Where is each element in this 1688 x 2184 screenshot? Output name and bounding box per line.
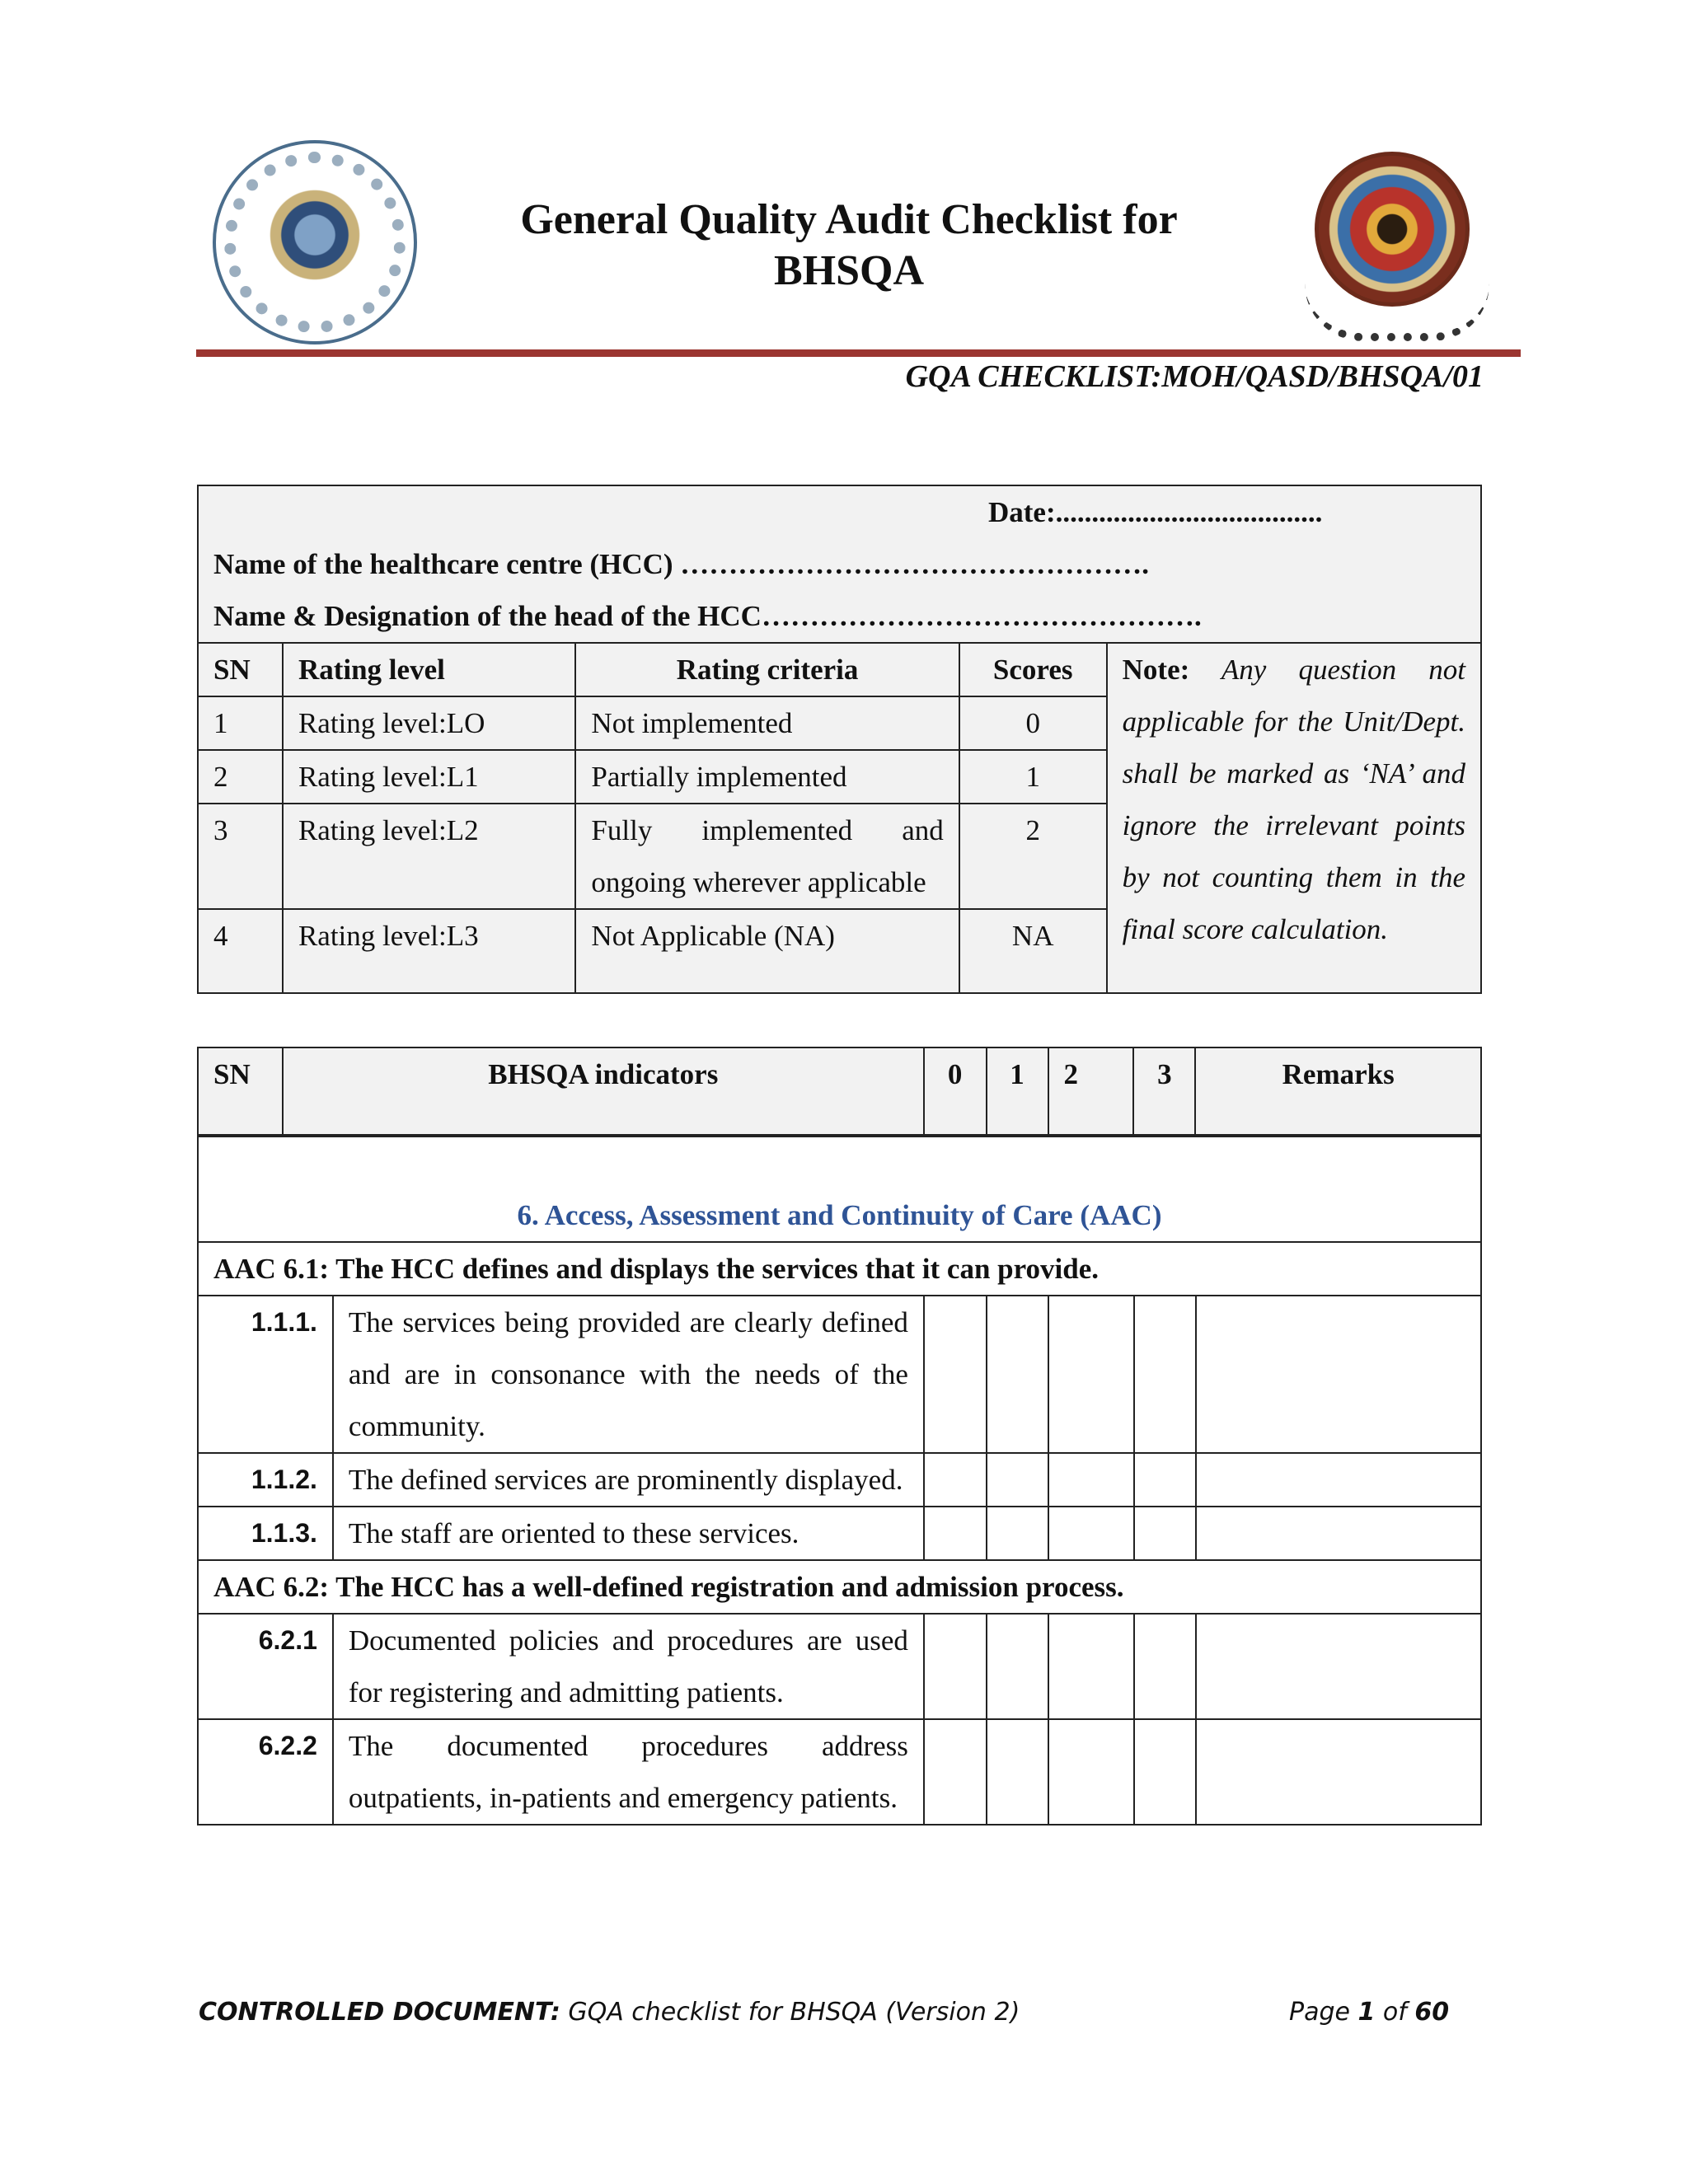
- remarks-cell[interactable]: [1196, 1507, 1481, 1560]
- remarks-cell[interactable]: [1196, 1296, 1481, 1453]
- remarks-header: Remarks: [1195, 1047, 1481, 1135]
- indicator-header-row: [198, 1047, 1481, 1135]
- score-cell-3[interactable]: [1134, 1614, 1196, 1719]
- rating-level: Rating level:L1: [283, 750, 575, 804]
- score-cell-3[interactable]: [1134, 1507, 1196, 1560]
- score-cell-0[interactable]: [924, 1719, 987, 1825]
- indicator-number: 1.1.2.: [198, 1453, 333, 1507]
- score-cell-0[interactable]: [924, 1453, 987, 1507]
- title-line-1: General Quality Audit Checklist for: [520, 196, 1178, 243]
- note-cell: [1107, 643, 1481, 993]
- head-name-field[interactable]: Name & Designation of the head of the HCC……………………………………….: [213, 600, 1202, 632]
- info-row: [198, 485, 1481, 643]
- document-reference: GQA CHECKLIST:MOH/QASD/BHSQA/01: [905, 359, 1484, 394]
- score-cell-2[interactable]: [1048, 1507, 1134, 1560]
- note-label: Note:: [1122, 654, 1190, 686]
- footer-controlled-label: CONTROLLED DOCUMENT:: [199, 1998, 560, 2027]
- score-header-2: 2: [1048, 1047, 1134, 1135]
- standard-row: [198, 1242, 1481, 1296]
- indicator-row: [198, 1719, 1481, 1825]
- indicator-text: The documented procedures address outpatients, in-patients and emergency patients.: [333, 1719, 924, 1825]
- emblem-center: [241, 168, 389, 316]
- rating-score: 1: [959, 750, 1107, 804]
- footer-page-number: [1289, 1998, 1449, 2027]
- score-cell-1[interactable]: [987, 1296, 1048, 1453]
- score-cell-2[interactable]: [1048, 1719, 1134, 1825]
- indicator-number: 1.1.3.: [198, 1507, 333, 1560]
- score-cell-1[interactable]: [987, 1507, 1048, 1560]
- standard-title: AAC 6.2: The HCC has a well-defined registration and admission process.: [198, 1560, 1481, 1614]
- score-cell-0[interactable]: [924, 1296, 987, 1453]
- footer-page-current: 1: [1357, 1998, 1376, 2027]
- footer-document-name: GQA checklist for BHSQA (Version 2): [560, 1998, 1020, 2027]
- rating-table: [197, 485, 1482, 994]
- score-header-0: 0: [924, 1047, 987, 1135]
- rating-criteria: Not implemented: [575, 696, 959, 750]
- rating-sn: 2: [198, 750, 283, 804]
- section-title: 6. Access, Assessment and Continuity of Care (AAC): [198, 1137, 1481, 1242]
- score-cell-3[interactable]: [1134, 1719, 1196, 1825]
- indicator-header-sn: SN: [198, 1047, 283, 1135]
- right-national-emblem-logo: [1305, 147, 1489, 336]
- rating-score: 2: [959, 804, 1107, 909]
- rating-sn: 4: [198, 909, 283, 993]
- header-rating-criteria: Rating criteria: [575, 643, 959, 696]
- remarks-cell[interactable]: [1196, 1453, 1481, 1507]
- score-cell-3[interactable]: [1134, 1296, 1196, 1453]
- indicator-number: 1.1.1.: [198, 1296, 333, 1453]
- note-text: Any question not applicable for the Unit/Dept. shall be marked as ‘NA’ and ignore the irrelevant points by not counting them in the final score calculation.: [1122, 654, 1465, 945]
- rating-level: Rating level:L3: [283, 909, 575, 993]
- standard-title: AAC 6.1: The HCC defines and displays the services that it can provide.: [198, 1242, 1481, 1296]
- remarks-cell[interactable]: [1196, 1614, 1481, 1719]
- indicator-header-table: [197, 1047, 1482, 1136]
- score-cell-2[interactable]: [1048, 1453, 1134, 1507]
- indicator-row: [198, 1453, 1481, 1507]
- date-field[interactable]: Date:.....................................: [988, 496, 1323, 528]
- score-cell-2[interactable]: [1048, 1614, 1134, 1719]
- indicator-number: 6.2.1: [198, 1614, 333, 1719]
- rating-sn: 1: [198, 696, 283, 750]
- rating-level: Rating level:LO: [283, 696, 575, 750]
- score-cell-1[interactable]: [987, 1719, 1048, 1825]
- indicator-text: The services being provided are clearly defined and are in consonance with the needs of the community.: [333, 1296, 924, 1453]
- footer-page-word: Page: [1289, 1998, 1358, 2027]
- rating-sn: 3: [198, 804, 283, 909]
- indicator-header-title: BHSQA indicators: [283, 1047, 924, 1135]
- score-cell-1[interactable]: [987, 1453, 1048, 1507]
- rating-criteria: Not Applicable (NA): [575, 909, 959, 993]
- indicator-text: Documented policies and procedures are used for registering and admitting patients.: [333, 1614, 924, 1719]
- footer-of-word: of: [1375, 1998, 1415, 2027]
- score-header-1: 1: [987, 1047, 1048, 1135]
- emblem-script-arc: [1305, 284, 1489, 341]
- indicators-table: [197, 1136, 1482, 1825]
- score-cell-2[interactable]: [1048, 1296, 1134, 1453]
- header-scores: Scores: [959, 643, 1107, 696]
- standard-row: [198, 1560, 1481, 1614]
- indicator-text: The staff are oriented to these services.: [333, 1507, 924, 1560]
- footer-page-total: 60: [1414, 1998, 1450, 2027]
- indicator-text: The defined services are prominently displayed.: [333, 1453, 924, 1507]
- rating-header-row: [198, 643, 1481, 696]
- rating-score: 0: [959, 696, 1107, 750]
- remarks-cell[interactable]: [1196, 1719, 1481, 1825]
- header-rating-level: Rating level: [283, 643, 575, 696]
- info-cell: [198, 485, 1481, 643]
- score-cell-0[interactable]: [924, 1507, 987, 1560]
- rating-level: Rating level:L2: [283, 804, 575, 909]
- header-sn: SN: [198, 643, 283, 696]
- hcc-name-field[interactable]: Name of the healthcare centre (HCC) ………………………………………….: [213, 548, 1150, 580]
- score-cell-1[interactable]: [987, 1614, 1048, 1719]
- page-title: [462, 194, 1236, 297]
- indicator-number: 6.2.2: [198, 1719, 333, 1825]
- rating-score: NA: [959, 909, 1107, 993]
- score-cell-3[interactable]: [1134, 1453, 1196, 1507]
- indicator-row: [198, 1614, 1481, 1719]
- score-header-3: 3: [1133, 1047, 1195, 1135]
- rating-criteria: Partially implemented: [575, 750, 959, 804]
- indicator-row: [198, 1507, 1481, 1560]
- indicator-row: [198, 1296, 1481, 1453]
- score-cell-0[interactable]: [924, 1614, 987, 1719]
- footer-document-label: [199, 1998, 1020, 2027]
- title-line-2: BHSQA: [773, 247, 925, 294]
- rating-criteria: Fully implemented and ongoing wherever applicable: [575, 804, 959, 909]
- left-emblem-logo: [213, 140, 417, 344]
- section-row: [198, 1137, 1481, 1242]
